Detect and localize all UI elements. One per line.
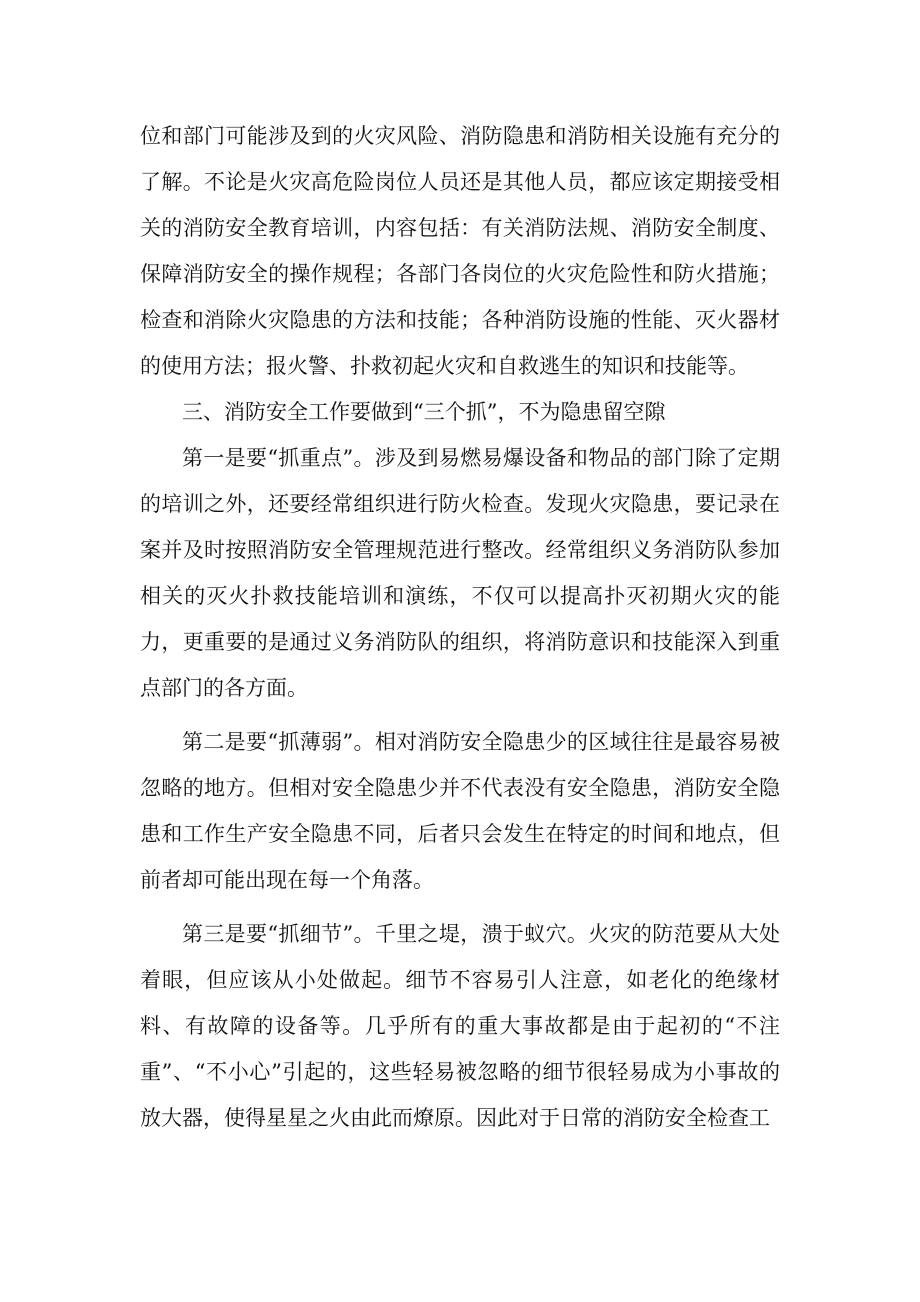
paragraph-key-points: 第一是要“抓重点”。涉及到易燃易爆设备和物品的部门除了定期的培训之外，还要经常组织进行防火检查。发现火灾隐患，要记录在案并及时按照消防安全管理规范进行整改。经常组织义务消防队参加相关的灭火扑救技能培训和演练，不仅可以提高扑灭初期火灾的能力，更重要的是通过义务消防队的组织，将消防意识和技能深入到重点部门的各方面。 [140, 446, 780, 700]
paragraph-details: 第三是要“抓细节”。千里之堤，溃于蚁穴。火灾的防范要从大处着眼，但应该从小处做起。细节不容易引人注意，如老化的绝缘材料、有故障的设备等。几乎所有的重大事故都是由于起初的“不注重”、“不小心”引起的，这些轻易被忽略的细节很轻易成为小事故的放大器，使得星星之火由此而燎原。因此对于日常的消防安全检查工 [140, 922, 780, 1130]
paragraph-weak-areas: 第二是要“抓薄弱”。相对消防安全隐患少的区域往往是最容易被忽略的地方。但相对安全隐患少并不代表没有安全隐患，消防安全隐患和工作生产安全隐患不同，后者只会发生在特定的时间和地点，但前者却可能出现在每一个角落。 [140, 730, 780, 892]
paragraph-continuation: 位和部门可能涉及到的火灾风险、消防隐患和消防相关设施有充分的了解。不论是火灾高危险岗位人员还是其他人员，都应该定期接受相关的消防安全教育培训，内容包括：有关消防法规、消防安全制度、保障消防安全的操作规程；各部门各岗位的火灾危险性和防火措施；检查和消除火灾隐患的方法和技能；各种消防设施的性能、灭火器材的使用方法；报火警、扑救初起火灾和自救逃生的知识和技能等。 [140, 124, 780, 378]
section-heading: 三、消防安全工作要做到“三个抓”，不为隐患留空隙 [182, 400, 666, 424]
document-body [140, 113, 780, 1141]
